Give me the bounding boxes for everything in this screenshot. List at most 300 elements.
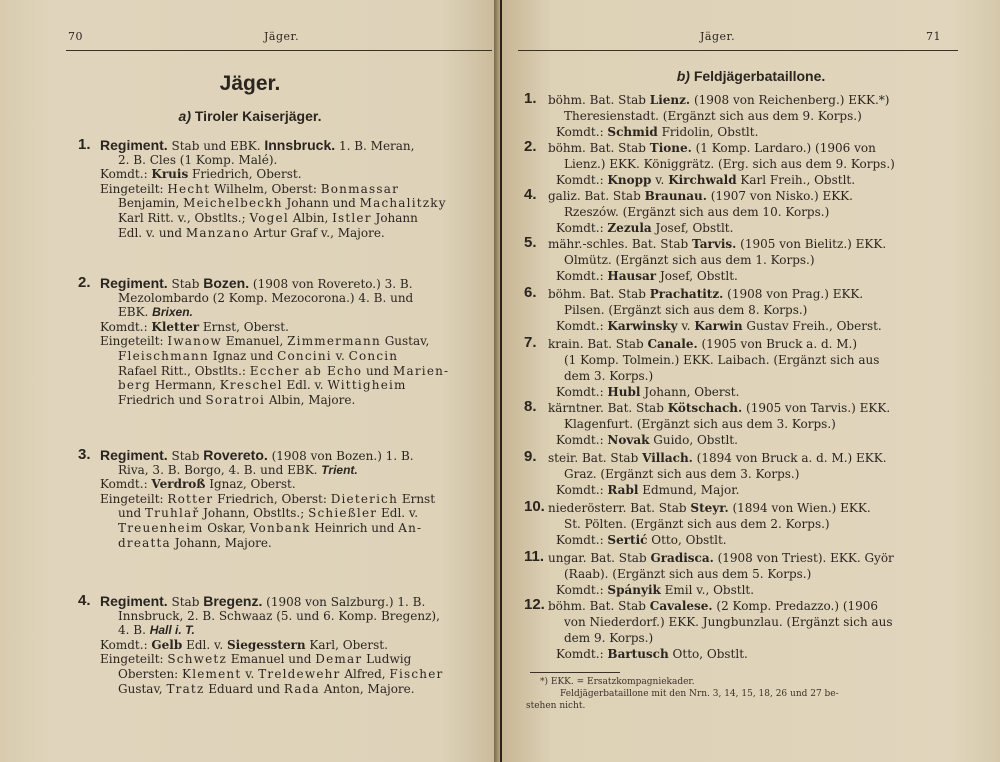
spaced-name: Treuenheim xyxy=(118,520,204,535)
text: dem 3. Korps.) xyxy=(564,369,654,383)
text: Olmütz. (Ergänzt sich aus dem 1. Korps.) xyxy=(564,253,815,267)
spaced-name: Bonmassar xyxy=(320,181,400,196)
entry-line xyxy=(78,276,490,291)
text: Komdt.: xyxy=(556,125,608,139)
entry-line xyxy=(78,682,490,697)
text: Eingeteilt: xyxy=(100,491,168,506)
text: (1894 von Wien.) EKK. xyxy=(728,501,871,515)
entry-line xyxy=(524,598,994,614)
text: (1908 von Triest). EKK. Györ xyxy=(713,551,894,565)
regiment-entry xyxy=(78,276,490,407)
text: Komdt.: xyxy=(100,167,152,182)
text: Heinrich und xyxy=(310,520,399,535)
garrison-italic: Hall i. T. xyxy=(149,623,195,638)
entry-line xyxy=(78,623,490,638)
text: v. xyxy=(331,348,349,363)
spaced-name: Truhlař xyxy=(144,506,200,521)
entry-line xyxy=(78,667,490,682)
text: Obersten: xyxy=(118,666,183,681)
text: (2 Komp. Predazzo.) (1906 xyxy=(712,599,879,613)
text: Pilsen. (Ergänzt sich aus dem 8. Korps.) xyxy=(564,303,808,317)
battalion-entry-number: 5. xyxy=(524,234,537,251)
bold-text: Zezula xyxy=(607,221,652,235)
entry-line xyxy=(78,609,490,624)
bold-text: Schmid xyxy=(607,125,658,139)
entry-line xyxy=(78,638,490,653)
entry-line xyxy=(78,211,490,226)
text: steir. Bat. Stab xyxy=(548,451,643,465)
text: krain. Bat. Stab xyxy=(548,337,648,351)
entry-line xyxy=(524,630,994,646)
regiment-entry xyxy=(78,448,490,550)
text: Emanuel, xyxy=(221,334,288,349)
entry-line xyxy=(524,172,994,188)
spaced-name: Kreschel xyxy=(219,378,283,393)
footnote-line-2: Feldjägerbataillone mit den Nrn. 3, 14, 15, 18, 26 und 27 be- xyxy=(560,689,839,699)
bold-text: Prachatitz. xyxy=(649,287,724,301)
text: v. xyxy=(241,666,259,681)
bold-text: Sertić xyxy=(607,533,648,547)
text: Emil v., Obstlt. xyxy=(660,583,755,597)
spaced-name: Machalitzky xyxy=(359,196,447,211)
text: (1894 von Bruck a. d. M.) EKK. xyxy=(692,451,887,465)
bold-text: Innsbruck. xyxy=(264,137,336,153)
bold-text: Hausar xyxy=(607,269,657,283)
battalion-entry xyxy=(524,550,994,598)
text: Anton, Majore. xyxy=(319,681,415,696)
text: Karl Ritt. v., Obstlts.; xyxy=(118,210,250,225)
spaced-name: berg xyxy=(118,378,152,393)
text: Riva, 3. B. Borgo, 4. B. und EBK. xyxy=(118,462,322,477)
text: Edl. v. xyxy=(282,378,328,393)
entry-line xyxy=(524,140,994,156)
entry-line xyxy=(524,318,994,334)
text: Mezolombardo (2 Komp. Mezocorona.) 4. B. und xyxy=(118,290,414,305)
entry-line xyxy=(524,268,994,284)
bold-text: Tione. xyxy=(649,141,692,155)
text: 1. B. Meran, xyxy=(335,139,415,153)
text: Josef, Obstlt. xyxy=(651,221,734,235)
spaced-name: Schwetz xyxy=(167,652,227,667)
spaced-name: Marien- xyxy=(393,363,450,378)
bold-text: Bregenz. xyxy=(203,593,263,609)
bold-text: Kötschach. xyxy=(667,401,743,415)
entry-line xyxy=(524,220,994,236)
spaced-name: Klement xyxy=(182,666,242,681)
footnote-rule xyxy=(530,672,620,673)
text: Hermann, xyxy=(151,378,220,393)
text: Komdt.: xyxy=(100,477,152,492)
bold-text: Knopp xyxy=(607,173,652,187)
entry-line xyxy=(524,500,994,516)
entry-line xyxy=(78,305,490,320)
text: Komdt.: xyxy=(556,269,608,283)
text: Komdt.: xyxy=(556,173,608,187)
text: Gustav, xyxy=(380,334,430,349)
bold-text: Tarvis. xyxy=(692,237,737,251)
text: v. xyxy=(651,173,669,187)
text: niederösterr. Bat. Stab xyxy=(548,501,691,515)
spaced-name: Soratroi xyxy=(205,392,266,407)
text: Rafael Ritt., Obstlts.: xyxy=(118,363,250,378)
entry-line xyxy=(78,153,490,168)
text: (Raab). (Ergänzt sich aus dem 5. Korps.) xyxy=(564,567,812,581)
battalion-entry-number: 12. xyxy=(524,596,545,613)
entry-line xyxy=(524,188,994,204)
spaced-name: Vonbank xyxy=(249,520,311,535)
section-heading xyxy=(0,108,500,124)
text: und xyxy=(362,363,394,378)
text: Eingeteilt: xyxy=(100,652,168,667)
battalion-entry xyxy=(524,500,994,548)
footnote-line-3: stehen nicht. xyxy=(526,701,586,711)
text: Klagenfurt. (Ergänzt sich aus dem 3. Korps.) xyxy=(564,417,836,431)
text: Guido, Obstlt. xyxy=(649,433,738,447)
text: Artur Graf v., Majore. xyxy=(249,225,385,240)
text: Benjamin, xyxy=(118,196,184,211)
battalion-entry xyxy=(524,236,994,284)
text: Wilhelm, Oberst: xyxy=(210,181,321,196)
spaced-name: Iwanow xyxy=(167,334,222,349)
entry-line xyxy=(78,320,490,335)
text: Komdt.: xyxy=(100,319,152,334)
text: (1905 von Bruck a. d. M.) xyxy=(697,337,858,351)
bold-text: Steyr. xyxy=(690,501,729,515)
text: (1908 von Prag.) EKK. xyxy=(723,287,864,301)
section-label: b) xyxy=(676,68,690,84)
battalion-entry xyxy=(524,336,994,400)
bold-text: Kruis xyxy=(151,167,189,182)
text: Komdt.: xyxy=(556,221,608,235)
text: (1908 von Reichenberg.) EKK.*) xyxy=(690,93,890,107)
text: kärntner. Bat. Stab xyxy=(548,401,668,415)
text: Ignaz und xyxy=(208,348,278,363)
text: (1905 von Tarvis.) EKK. xyxy=(742,401,891,415)
text: Johann xyxy=(371,210,418,225)
text: Komdt.: xyxy=(556,483,608,497)
text: Karl Freih., Obstlt. xyxy=(736,173,856,187)
spaced-name: Eccher ab Echo xyxy=(249,363,363,378)
text: galiz. Bat. Stab xyxy=(548,189,645,203)
battalion-entry xyxy=(524,140,994,188)
entry-line xyxy=(78,182,490,197)
battalion-entry xyxy=(524,450,994,498)
text: Ludwig xyxy=(362,652,412,667)
text: Karl, Oberst. xyxy=(305,637,388,652)
entry-line xyxy=(524,566,994,582)
bold-text: Braunau. xyxy=(644,189,707,203)
spaced-name: Rada xyxy=(283,681,320,696)
text: Ernst, Oberst. xyxy=(199,319,289,334)
bold-text: Canale. xyxy=(647,337,698,351)
text: Rzeszów. (Ergänzt sich aus dem 10. Korps.) xyxy=(564,205,830,219)
text: von Niederdorf.) EKK. Jungbunzlau. (Ergänzt sich aus xyxy=(564,615,893,629)
bold-text: Spányik xyxy=(607,583,661,597)
text: Albin, Majore. xyxy=(265,392,356,407)
entry-line xyxy=(524,550,994,566)
text: Johann, Majore. xyxy=(170,535,272,550)
text: 4. B. xyxy=(118,623,150,638)
entry-line xyxy=(524,368,994,384)
text: Edl. v. und xyxy=(118,225,186,240)
entry-line xyxy=(524,416,994,432)
bold-text: Karwinsky xyxy=(607,319,678,333)
bold-text: Regiment. xyxy=(100,447,168,463)
entry-line xyxy=(524,124,994,140)
entry-line xyxy=(524,92,994,108)
battalion-entry xyxy=(524,400,994,448)
spaced-name: Hecht xyxy=(167,181,211,196)
text: Komdt.: xyxy=(556,319,608,333)
text: böhm. Bat. Stab xyxy=(548,141,650,155)
text: St. Pölten. (Ergänzt sich aus dem 2. Korps.) xyxy=(564,517,830,531)
entry-line xyxy=(78,364,490,379)
entry-line xyxy=(78,378,490,393)
entry-line xyxy=(78,448,490,463)
text: Josef, Obstlt. xyxy=(656,269,738,283)
bold-text: Gelb xyxy=(151,637,183,652)
spaced-name: Treldewehr xyxy=(258,666,341,681)
entry-line xyxy=(78,349,490,364)
entry-line xyxy=(78,477,490,492)
regiment-entry xyxy=(78,594,490,696)
battalion-entry xyxy=(524,286,994,334)
text: Komdt.: xyxy=(100,637,152,652)
entry-line xyxy=(524,432,994,448)
entry-line xyxy=(78,536,490,551)
battalion-entry-number: 6. xyxy=(524,284,537,301)
text: Gustav Freih., Oberst. xyxy=(742,319,882,333)
bold-text: Rovereto. xyxy=(203,447,268,463)
bold-text: Lienz. xyxy=(649,93,691,107)
entry-line xyxy=(524,482,994,498)
text: Edmund, Major. xyxy=(638,483,740,497)
text: v. xyxy=(677,319,695,333)
spaced-name: Vogel xyxy=(249,210,289,225)
entry-line xyxy=(524,156,994,172)
battalion-entry-number: 9. xyxy=(524,448,537,465)
text: Friedrich, Oberst: xyxy=(213,491,331,506)
regiment-entry-number: 4. xyxy=(78,592,91,609)
entry-line xyxy=(524,400,994,416)
battalion-entry-number: 1. xyxy=(524,90,537,107)
running-head: Jäger. xyxy=(700,30,736,43)
text: EBK. xyxy=(118,305,153,320)
entry-line xyxy=(524,532,994,548)
entry-line xyxy=(78,652,490,667)
text: Eingeteilt: xyxy=(100,334,168,349)
text: (1908 von Salzburg.) 1. B. xyxy=(262,595,426,609)
text: Stab xyxy=(167,277,204,291)
text: Lienz.) EKK. Königgrätz. (Erg. sich aus dem 9. Korps.) xyxy=(564,157,895,171)
entry-line xyxy=(524,204,994,220)
text: Emanuel und xyxy=(226,652,316,667)
entry-line xyxy=(524,614,994,630)
bold-text: Bartusch xyxy=(607,647,669,661)
battalion-entry xyxy=(524,92,994,140)
spaced-name: Manzano xyxy=(185,225,250,240)
spaced-name: dreatta xyxy=(118,535,171,550)
text: Johann und xyxy=(282,196,360,211)
text: Eduard und xyxy=(204,681,284,696)
header-rule xyxy=(66,50,492,51)
page-title: Jäger. xyxy=(219,72,281,95)
text: (1907 von Nisko.) EKK. xyxy=(706,189,853,203)
battalion-entry-number: 11. xyxy=(524,548,545,565)
entry-line xyxy=(78,463,490,478)
text: Ignaz, Oberst. xyxy=(205,477,296,492)
text: böhm. Bat. Stab xyxy=(548,287,650,301)
header-rule xyxy=(518,50,958,51)
bold-text: Regiment. xyxy=(100,593,168,609)
entry-line xyxy=(524,466,994,482)
text: Friedrich, Oberst. xyxy=(188,167,302,182)
text: Komdt.: xyxy=(556,583,608,597)
text: 2. B. Cles (1 Komp. Malé). xyxy=(118,152,278,167)
text: Friedrich und xyxy=(118,392,206,407)
text: Oskar, xyxy=(203,520,250,535)
text: Albin, xyxy=(288,210,333,225)
text: Edl. v. xyxy=(182,637,227,652)
text: Edl. v. xyxy=(377,506,419,521)
running-head: Jäger. xyxy=(264,30,300,43)
text: Komdt.: xyxy=(556,433,608,447)
entry-line xyxy=(524,384,994,400)
bold-text: Regiment. xyxy=(100,275,168,291)
spaced-name: Dieterich xyxy=(330,491,399,506)
entry-line xyxy=(524,450,994,466)
text: mähr.-schles. Bat. Stab xyxy=(548,237,692,251)
spaced-name: Meichelbeckh xyxy=(183,196,283,211)
garrison-italic: Brixen. xyxy=(152,305,193,320)
battalion-entry-number: 4. xyxy=(524,186,537,203)
spaced-name: Concini xyxy=(277,348,332,363)
section-title: Feldjägerbataillone. xyxy=(693,68,826,84)
bold-text: Karwin xyxy=(694,319,743,333)
entry-line xyxy=(524,646,994,662)
text: Komdt.: xyxy=(556,647,608,661)
text: Komdt.: xyxy=(556,533,608,547)
spaced-name: Demar xyxy=(315,652,363,667)
text: Stab xyxy=(167,449,204,463)
text: Alfred, xyxy=(340,666,390,681)
text: (1905 von Bielitz.) EKK. xyxy=(736,237,887,251)
text: Ernst xyxy=(398,491,436,506)
bold-text: Gradisca. xyxy=(650,551,714,565)
page-number: 70 xyxy=(68,30,83,43)
battalion-entry xyxy=(524,188,994,236)
entry-line xyxy=(78,138,490,153)
spaced-name: Schießler xyxy=(308,506,378,521)
regiment-entry-number: 3. xyxy=(78,446,91,463)
text: Johann, Oberst. xyxy=(640,385,740,399)
battalion-entry-number: 10. xyxy=(524,498,545,515)
text: Gustav, xyxy=(118,681,167,696)
battalion-entry-number: 2. xyxy=(524,138,537,155)
regiment-entry xyxy=(78,138,490,240)
entry-line xyxy=(524,352,994,368)
bold-text: Novak xyxy=(607,433,650,447)
bold-text: Villach. xyxy=(642,451,693,465)
text: Fridolin, Obstlt. xyxy=(657,125,759,139)
spaced-name: Fleischmann xyxy=(118,348,209,363)
text: Komdt.: xyxy=(556,385,608,399)
spaced-name: Fischer xyxy=(389,666,444,681)
entry-line xyxy=(78,594,490,609)
bold-text: Kirchwald xyxy=(668,173,737,187)
text: Theresienstadt. (Ergänzt sich aus dem 9. Korps.) xyxy=(564,109,862,123)
text: (1 Komp. Tolmein.) EKK. Laibach. (Ergänzt sich aus xyxy=(564,353,880,367)
entry-line xyxy=(524,336,994,352)
spaced-name: Concin xyxy=(348,348,399,363)
text: böhm. Bat. Stab xyxy=(548,93,650,107)
garrison-italic: Trient. xyxy=(321,462,358,477)
text: Innsbruck, 2. B. Schwaaz (5. und 6. Komp. Bregenz), xyxy=(118,608,440,623)
entry-line xyxy=(524,302,994,318)
text: und xyxy=(118,506,145,521)
entry-line xyxy=(524,582,994,598)
entry-line xyxy=(78,226,490,241)
section-heading xyxy=(502,68,1000,84)
entry-line xyxy=(78,521,490,536)
bold-text: Regiment. xyxy=(100,137,168,153)
entry-line xyxy=(78,506,490,521)
spaced-name: Zimmermann xyxy=(287,334,381,349)
spaced-name: Istler xyxy=(332,210,372,225)
text: Graz. (Ergänzt sich aus dem 3. Korps.) xyxy=(564,467,800,481)
entry-line xyxy=(78,291,490,306)
entry-line xyxy=(524,108,994,124)
regiment-entry-number: 1. xyxy=(78,136,91,153)
bold-text: Bozen. xyxy=(203,275,250,291)
entry-line xyxy=(78,393,490,408)
page-number: 71 xyxy=(926,30,941,43)
bold-text: Rabl xyxy=(607,483,639,497)
text: Otto, Obstlt. xyxy=(647,533,727,547)
text: (1 Komp. Lardaro.) (1906 von xyxy=(691,141,876,155)
spaced-name: An- xyxy=(398,520,423,535)
text: (1908 von Bozen.) 1. B. xyxy=(267,449,414,463)
text: Stab xyxy=(167,595,204,609)
bold-text: Hubl xyxy=(607,385,641,399)
bold-text: Siegesstern xyxy=(226,637,306,652)
entry-line xyxy=(78,196,490,211)
text: Johann, Obstlts.; xyxy=(199,506,309,521)
entry-line xyxy=(524,236,994,252)
spaced-name: Tratz xyxy=(166,681,205,696)
entry-line xyxy=(524,252,994,268)
entry-line xyxy=(78,334,490,349)
text: Otto, Obstlt. xyxy=(668,647,748,661)
section-title: Tiroler Kaiserjäger. xyxy=(194,108,322,124)
text: ungar. Bat. Stab xyxy=(548,551,651,565)
battalion-entry xyxy=(524,598,994,662)
text: dem 9. Korps.) xyxy=(564,631,654,645)
section-label: a) xyxy=(178,108,191,124)
bold-text: Kletter xyxy=(151,319,200,334)
entry-line xyxy=(524,286,994,302)
regiment-entry-number: 2. xyxy=(78,274,91,291)
text: (1908 von Rovereto.) 3. B. xyxy=(249,277,413,291)
spaced-name: Wittigheim xyxy=(327,378,407,393)
text: Eingeteilt: xyxy=(100,181,168,196)
text: böhm. Bat. Stab xyxy=(548,599,650,613)
battalion-entry-number: 8. xyxy=(524,398,537,415)
spaced-name: Rotter xyxy=(167,491,214,506)
entry-line xyxy=(78,492,490,507)
bold-text: Cavalese. xyxy=(649,599,713,613)
bold-text: Verdroß xyxy=(151,477,206,492)
